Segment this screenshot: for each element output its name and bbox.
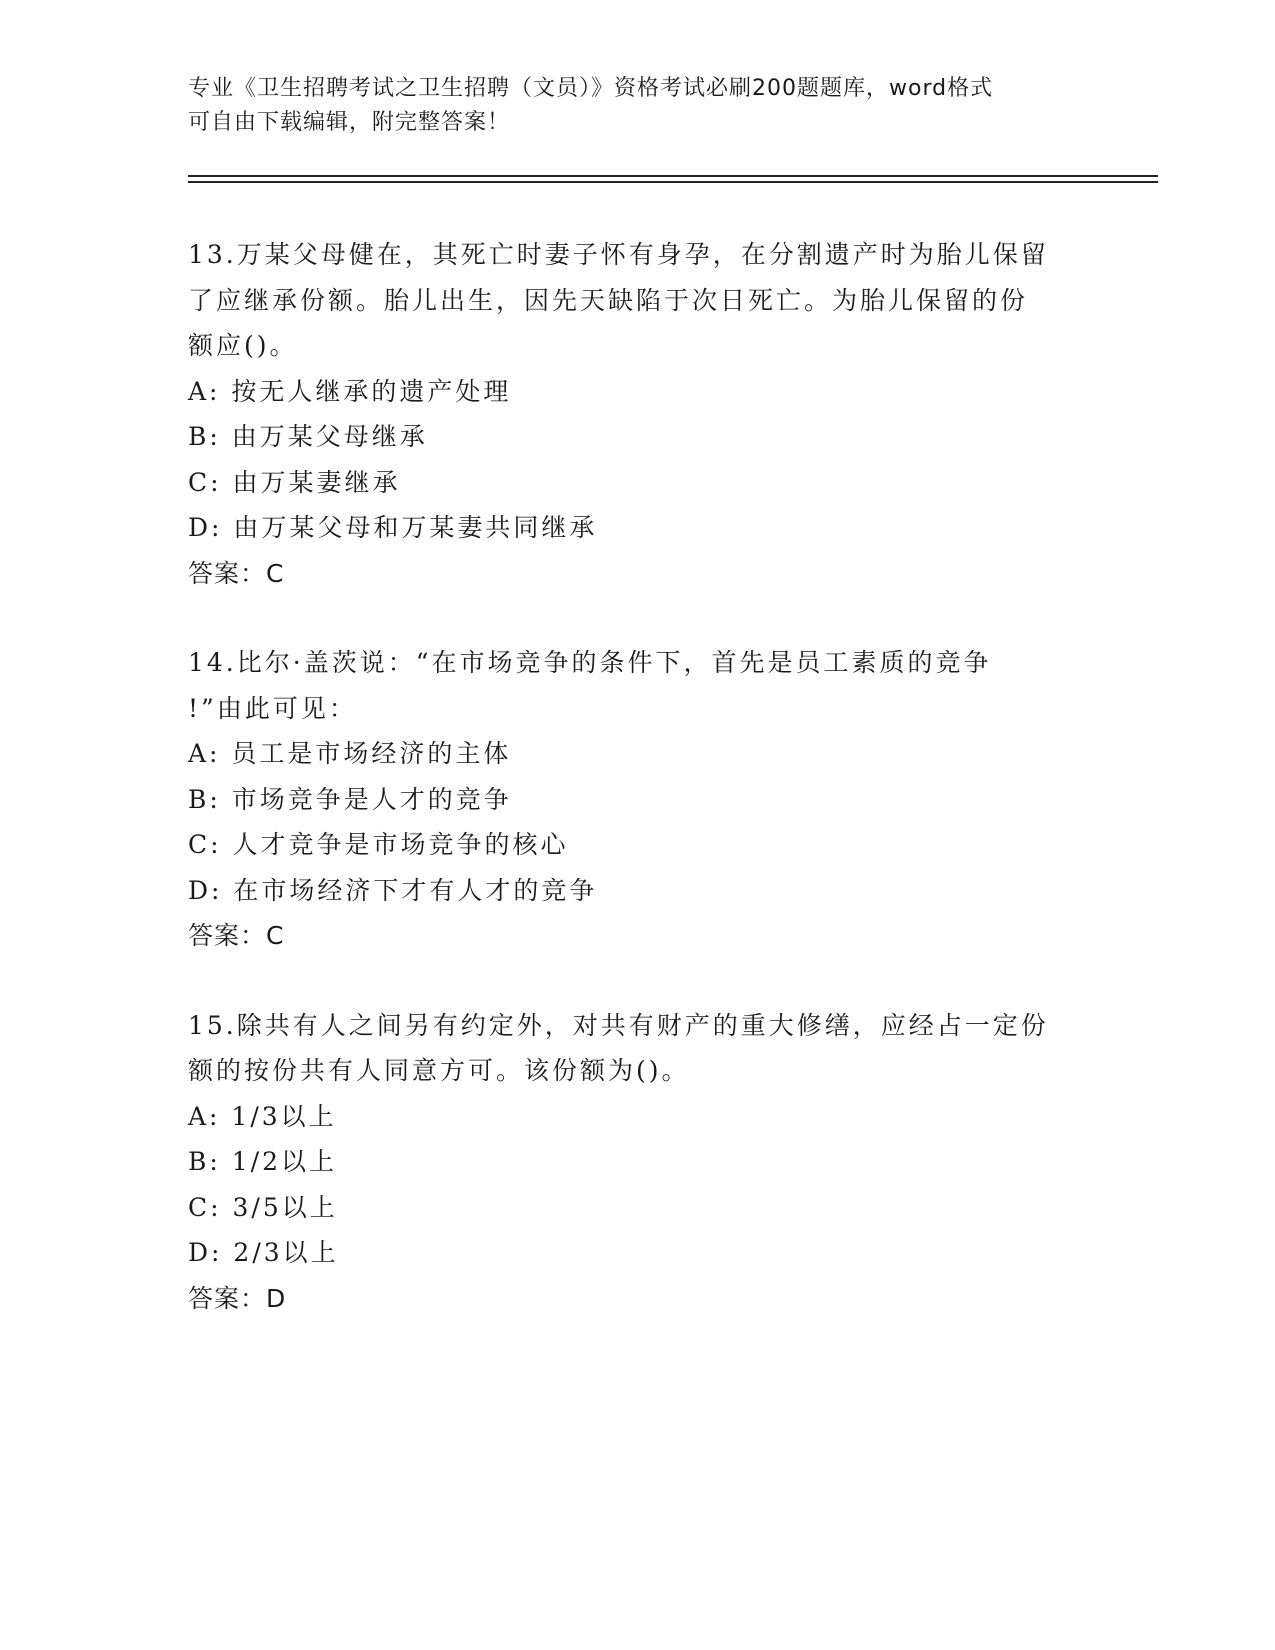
question-14 [188, 640, 1088, 959]
question-13 [188, 232, 1088, 596]
option-a: A: 员工是市场经济的主体 [188, 739, 512, 768]
header-line-1: 专业《卫生招聘考试之卫生招聘（文员）》资格考试必刷200题题库，word格式 [188, 76, 994, 101]
question-line: 了应继承份额。胎儿出生，因先天缺陷于次日死亡。为胎儿保留的份 [188, 285, 1029, 315]
question-list [188, 232, 1088, 1365]
option-d: D: 由万某父母和万某妻共同继承 [188, 513, 598, 542]
option-a: A: 按无人继承的遗产处理 [188, 376, 512, 406]
header-line-2: 可自由下载编辑，附完整答案！ [188, 110, 511, 135]
question-text [188, 1003, 1088, 1094]
option-d: D: 在市场经济下才有人才的竞争 [188, 875, 598, 905]
option-a: A: 1/3以上 [188, 1101, 337, 1131]
document-header [188, 72, 1088, 140]
header-divider-top [188, 175, 1158, 177]
option-b: B: 市场竞争是人才的竞争 [188, 784, 512, 814]
option-b: B: 1/2以上 [188, 1147, 337, 1176]
header-divider-bottom [188, 181, 1158, 183]
question-15 [188, 1003, 1088, 1322]
question-line: !”由此可见： [188, 693, 357, 723]
question-text [188, 640, 1088, 731]
option-c: C: 3/5以上 [188, 1192, 338, 1222]
option-c: C: 由万某妻继承 [188, 467, 401, 497]
option-d: D: 2/3以上 [188, 1238, 339, 1267]
question-line: 额应()。 [188, 331, 298, 360]
option-c: C: 人才竞争是市场竞争的核心 [188, 830, 569, 859]
question-line: 14.比尔·盖茨说：“在市场竞争的条件下，首先是员工素质的竞争 [188, 648, 992, 677]
answer: 答案：C [188, 558, 285, 588]
option-b: B: 由万某父母继承 [188, 422, 428, 451]
answer: 答案：C [188, 921, 285, 950]
question-line: 15.除共有人之间另有约定外，对共有财产的重大修缮，应经占一定份 [188, 1010, 1049, 1040]
question-text [188, 232, 1088, 369]
question-line: 额的按份共有人同意方可。该份额为()。 [188, 1056, 690, 1085]
answer: 答案：D [188, 1283, 287, 1313]
question-line: 13.万某父母健在，其死亡时妻子怀有身孕，在分割遗产时为胎儿保留 [188, 240, 1049, 269]
